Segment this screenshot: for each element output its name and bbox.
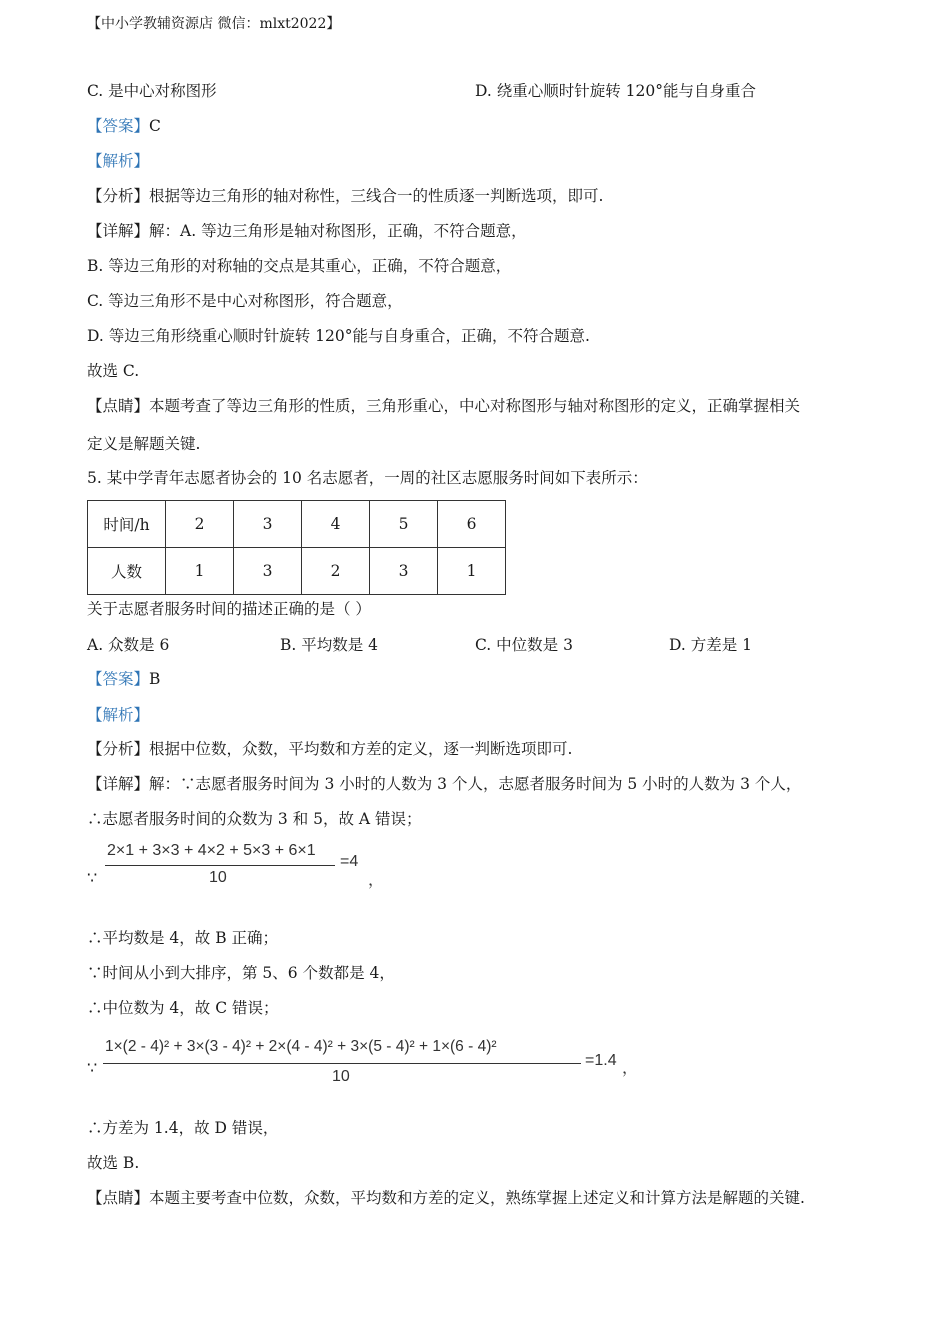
dianjing-text: 本题主要考查中位数，众数，平均数和方差的定义，熟练掌握上述定义和计算方法是解题的关键. — [149, 1189, 805, 1207]
q5-option-d: D. 方差是 1 — [669, 636, 753, 654]
table-cell: 时间/h — [88, 501, 166, 548]
q5-var-line: ∴方差为 1.4，故 D 错误， — [87, 1119, 279, 1137]
service-time-table — [87, 500, 506, 595]
fenxi-tag: 【分析】 — [87, 187, 150, 205]
mean-denominator: 10 — [209, 869, 227, 886]
q4-xiangjie — [87, 221, 527, 241]
table-cell: 4 — [302, 501, 370, 548]
fraction-bar — [105, 865, 335, 866]
table-cell: 5 — [370, 501, 438, 548]
q4-line-d: D. 等边三角形绕重心顺时针旋转 120°能与自身重合，正确，不符合题意. — [87, 327, 590, 345]
answer-value: B — [149, 670, 161, 688]
fenxi-text: 根据中位数，众数，平均数和方差的定义，逐一判断选项即可. — [149, 740, 573, 758]
table-row — [88, 501, 506, 548]
q5-option-b: B. 平均数是 4 — [280, 636, 379, 654]
q4-dianjing-cont: 定义是解题关键. — [87, 435, 201, 453]
xiangjie-text: 解：A. 等边三角形是轴对称图形，正确，不符合题意， — [149, 222, 527, 240]
table-row — [88, 548, 506, 595]
q5-question: 关于志愿者服务时间的描述正确的是（ ） — [87, 600, 371, 618]
table-cell: 3 — [370, 548, 438, 595]
q4-line-b: B. 等边三角形的对称轴的交点是其重心，正确，不符合题意， — [87, 257, 512, 275]
table-cell: 3 — [234, 501, 302, 548]
xiangjie-tag: 【详解】 — [87, 222, 150, 240]
q4-option-d: D. 绕重心顺时针旋转 120°能与自身重合 — [475, 82, 756, 100]
page-header: 【中小学教辅资源店 微信：mlxt2022】 — [87, 16, 341, 32]
q5-sort-line: ∵时间从小到大排序，第 5、6 个数都是 4， — [87, 964, 395, 982]
because-symbol: ∵ — [87, 868, 98, 887]
q5-mean-line: ∴平均数是 4，故 B 正确； — [87, 929, 279, 947]
q4-option-c: C. 是中心对称图形 — [87, 82, 217, 100]
q5-stem: 5. 某中学青年志愿者协会的 10 名志愿者，一周的社区志愿服务时间如下表所示： — [87, 469, 648, 487]
dianjing-tag: 【点睛】 — [87, 397, 150, 415]
because-symbol: ∵ — [87, 1058, 98, 1077]
q4-answer — [87, 116, 161, 136]
table-cell: 1 — [438, 548, 506, 595]
table-cell: 2 — [166, 501, 234, 548]
answer-tag: 【答案】 — [87, 117, 150, 135]
q5-xiangjie — [87, 774, 801, 794]
mean-result: =4 — [340, 853, 359, 870]
variance-comma: ， — [622, 1060, 639, 1077]
q5-dianjing — [87, 1188, 805, 1208]
table-cell: 6 — [438, 501, 506, 548]
table-cell: 3 — [234, 548, 302, 595]
answer-tag: 【答案】 — [87, 670, 150, 688]
mean-comma: ， — [368, 872, 385, 889]
variance-denominator: 10 — [332, 1068, 350, 1085]
fenxi-text: 根据等边三角形的轴对称性，三线合一的性质逐一判断选项，即可. — [149, 187, 604, 205]
xiangjie-tag: 【详解】 — [87, 775, 150, 793]
mean-numerator: 2×1 + 3×3 + 4×2 + 5×3 + 6×1 — [107, 842, 316, 859]
q5-median-line: ∴中位数为 4，故 C 错误； — [87, 999, 279, 1017]
q5-answer — [87, 669, 160, 689]
q5-analysis-tag: 【解析】 — [87, 706, 150, 724]
q4-fenxi — [87, 186, 603, 206]
fenxi-tag: 【分析】 — [87, 740, 150, 758]
answer-value: C — [149, 117, 161, 135]
q5-mode-line: ∴志愿者服务时间的众数为 3 和 5，故 A 错误； — [87, 810, 422, 828]
q4-dianjing — [87, 396, 800, 416]
q5-option-c: C. 中位数是 3 — [475, 636, 573, 654]
dianjing-text: 本题考查了等边三角形的性质，三角形重心，中心对称图形与轴对称图形的定义，正确掌握相关 — [149, 397, 801, 415]
variance-result: =1.4 — [585, 1052, 617, 1069]
q4-choose: 故选 C. — [87, 362, 140, 380]
xiangjie-text: 解：∵志愿者服务时间为 3 小时的人数为 3 个人，志愿者服务时间为 5 小时的人数为 3 个人， — [149, 775, 802, 793]
q5-fenxi — [87, 739, 572, 759]
table-cell: 1 — [166, 548, 234, 595]
q5-option-a: A. 众数是 6 — [87, 636, 170, 654]
fraction-bar — [103, 1063, 581, 1064]
q4-analysis-tag: 【解析】 — [87, 152, 150, 170]
variance-numerator: 1×(2 - 4)² + 3×(3 - 4)² + 2×(4 - 4)² + 3×(5 - 4)² + 1×(6 - 4)² — [105, 1038, 497, 1055]
table-cell: 人数 — [88, 548, 166, 595]
q5-choose: 故选 B. — [87, 1154, 140, 1172]
dianjing-tag: 【点睛】 — [87, 1189, 150, 1207]
q4-line-c: C. 等边三角形不是中心对称图形，符合题意， — [87, 292, 403, 310]
table-cell: 2 — [302, 548, 370, 595]
